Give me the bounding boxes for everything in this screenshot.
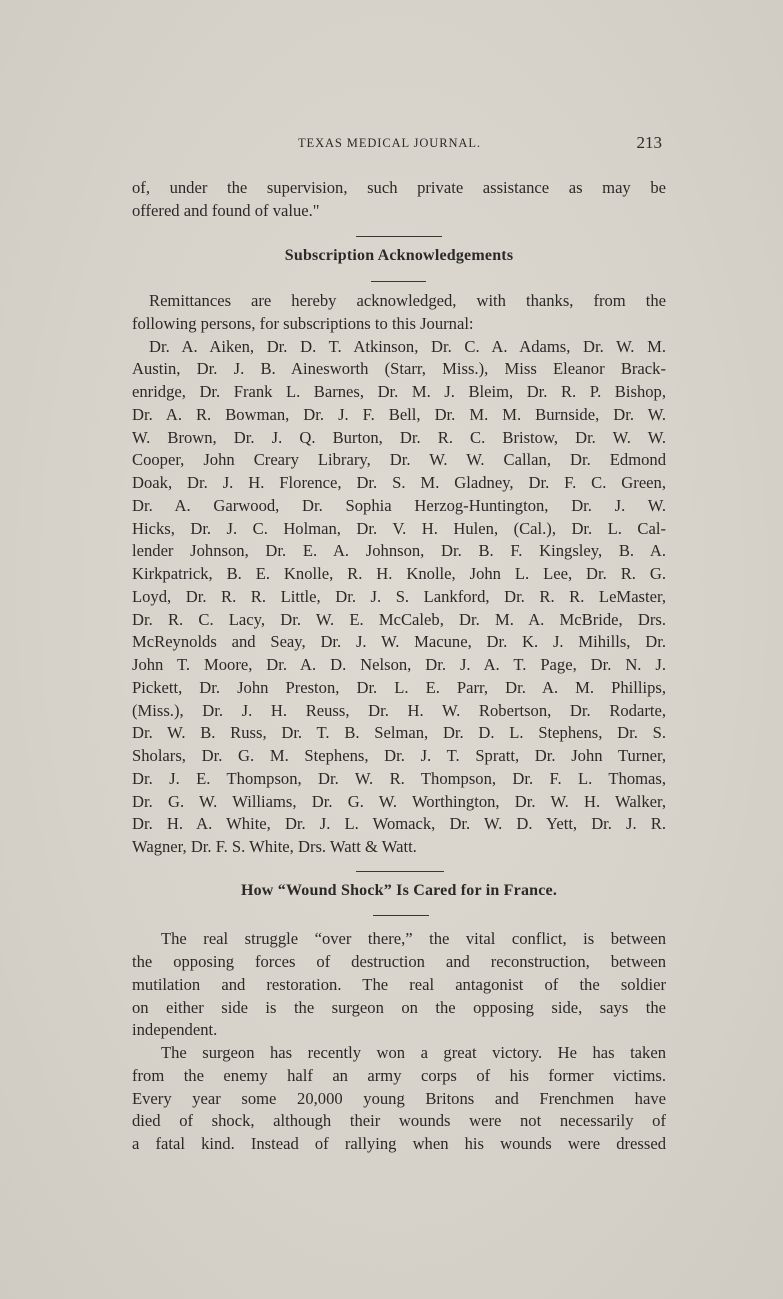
subscription-line: Dr. A. Garwood, Dr. Sophia Herzog-Huntington, Dr. J. W. [132,496,666,515]
article-line: on either side is the surgeon on the opposing side, says the [132,998,666,1017]
subscription-line: Dr. A. R. Bowman, Dr. J. F. Bell, Dr. M. M. Burnside, Dr. W. [132,405,666,424]
subscription-line: McReynolds and Seay, Dr. J. W. Macune, Dr. K. J. Mihills, Dr. [132,632,666,651]
article-line: the opposing forces of destruction and reconstruction, between [132,952,666,971]
page-number: 213 [636,133,662,152]
running-title: TEXAS MEDICAL JOURNAL. [298,136,481,150]
article-line: from the enemy half an army corps of his former victims. [132,1066,666,1085]
subscription-line: Dr. G. W. Williams, Dr. G. W. Worthington, Dr. W. H. Walker, [132,792,666,811]
subscriptions-title: Subscription Acknowledgements [284,247,514,264]
article-line: The surgeon has recently won a great victory. He has taken [161,1043,666,1062]
subscription-line: Pickett, Dr. John Preston, Dr. L. E. Parr, Dr. A. M. Phillips, [132,678,666,697]
subscription-line: Sholars, Dr. G. M. Stephens, Dr. J. T. Spratt, Dr. John Turner, [132,746,666,765]
subscription-line: enridge, Dr. Frank L. Barnes, Dr. M. J. Bleim, Dr. R. P. Bishop, [132,382,666,401]
article-line: died of shock, although their wounds were not necessarily of [132,1111,666,1130]
section-divider [356,871,444,872]
subscription-line: Wagner, Dr. F. S. White, Drs. Watt & Watt. [132,837,417,856]
title-underline [371,281,426,282]
subscription-line: Hicks, Dr. J. C. Holman, Dr. V. H. Hulen, (Cal.), Dr. L. Cal- [132,519,666,538]
subscription-line: following persons, for subscriptions to this Journal: [132,314,474,333]
subscription-line: Cooper, John Creary Library, Dr. W. W. Callan, Dr. Edmond [132,450,666,469]
subscription-line: Dr. H. A. White, Dr. J. L. Womack, Dr. W. D. Yett, Dr. J. R. [132,814,666,833]
subscription-line: Dr. R. C. Lacy, Dr. W. E. McCaleb, Dr. M. A. McBride, Drs. [132,610,666,629]
subscription-line: lender Johnson, Dr. E. A. Johnson, Dr. B. F. Kingsley, B. A. [132,541,666,560]
subscription-line: Doak, Dr. J. H. Florence, Dr. S. M. Gladney, Dr. F. C. Green, [132,473,666,492]
subscription-line: Loyd, Dr. R. R. Little, Dr. J. S. Lankford, Dr. R. R. LeMaster, [132,587,666,606]
article-title: How “Wound Shock” Is Cared for in France. [240,882,558,899]
subscription-line: Remittances are hereby acknowledged, with thanks, from the [149,291,666,310]
subscription-line: Dr. W. B. Russ, Dr. T. B. Selman, Dr. D. L. Stephens, Dr. S. [132,723,666,742]
article-line: mutilation and restoration. The real antagonist of the soldier [132,975,666,994]
subscription-line: Dr. A. Aiken, Dr. D. T. Atkinson, Dr. C. A. Adams, Dr. W. M. [149,337,666,356]
subscription-line: (Miss.), Dr. J. H. Reuss, Dr. H. W. Robertson, Dr. Rodarte, [132,701,666,720]
subscription-line: Dr. J. E. Thompson, Dr. W. R. Thompson, Dr. F. L. Thomas, [132,769,666,788]
subscription-line: W. Brown, Dr. J. Q. Burton, Dr. R. C. Bristow, Dr. W. W. [132,428,666,447]
article-line: Every year some 20,000 young Britons and Frenchmen have [132,1089,666,1108]
page-header [132,133,664,155]
title-underline [373,915,429,916]
article-line: a fatal kind. Instead of rallying when his wounds were dressed [132,1134,666,1153]
subscription-line: Austin, Dr. J. B. Ainesworth (Starr, Miss.), Miss Eleanor Brack- [132,359,666,378]
intro-line: offered and found of value." [132,201,320,220]
article-line: independent. [132,1020,218,1039]
section-divider [356,236,442,237]
subscription-line: Kirkpatrick, B. E. Knolle, R. H. Knolle, John L. Lee, Dr. R. G. [132,564,666,583]
intro-line: of, under the supervision, such private assistance as may be [132,178,666,197]
article-line: The real struggle “over there,” the vital conflict, is between [161,929,666,948]
subscription-line: John T. Moore, Dr. A. D. Nelson, Dr. J. A. T. Page, Dr. N. J. [132,655,666,674]
